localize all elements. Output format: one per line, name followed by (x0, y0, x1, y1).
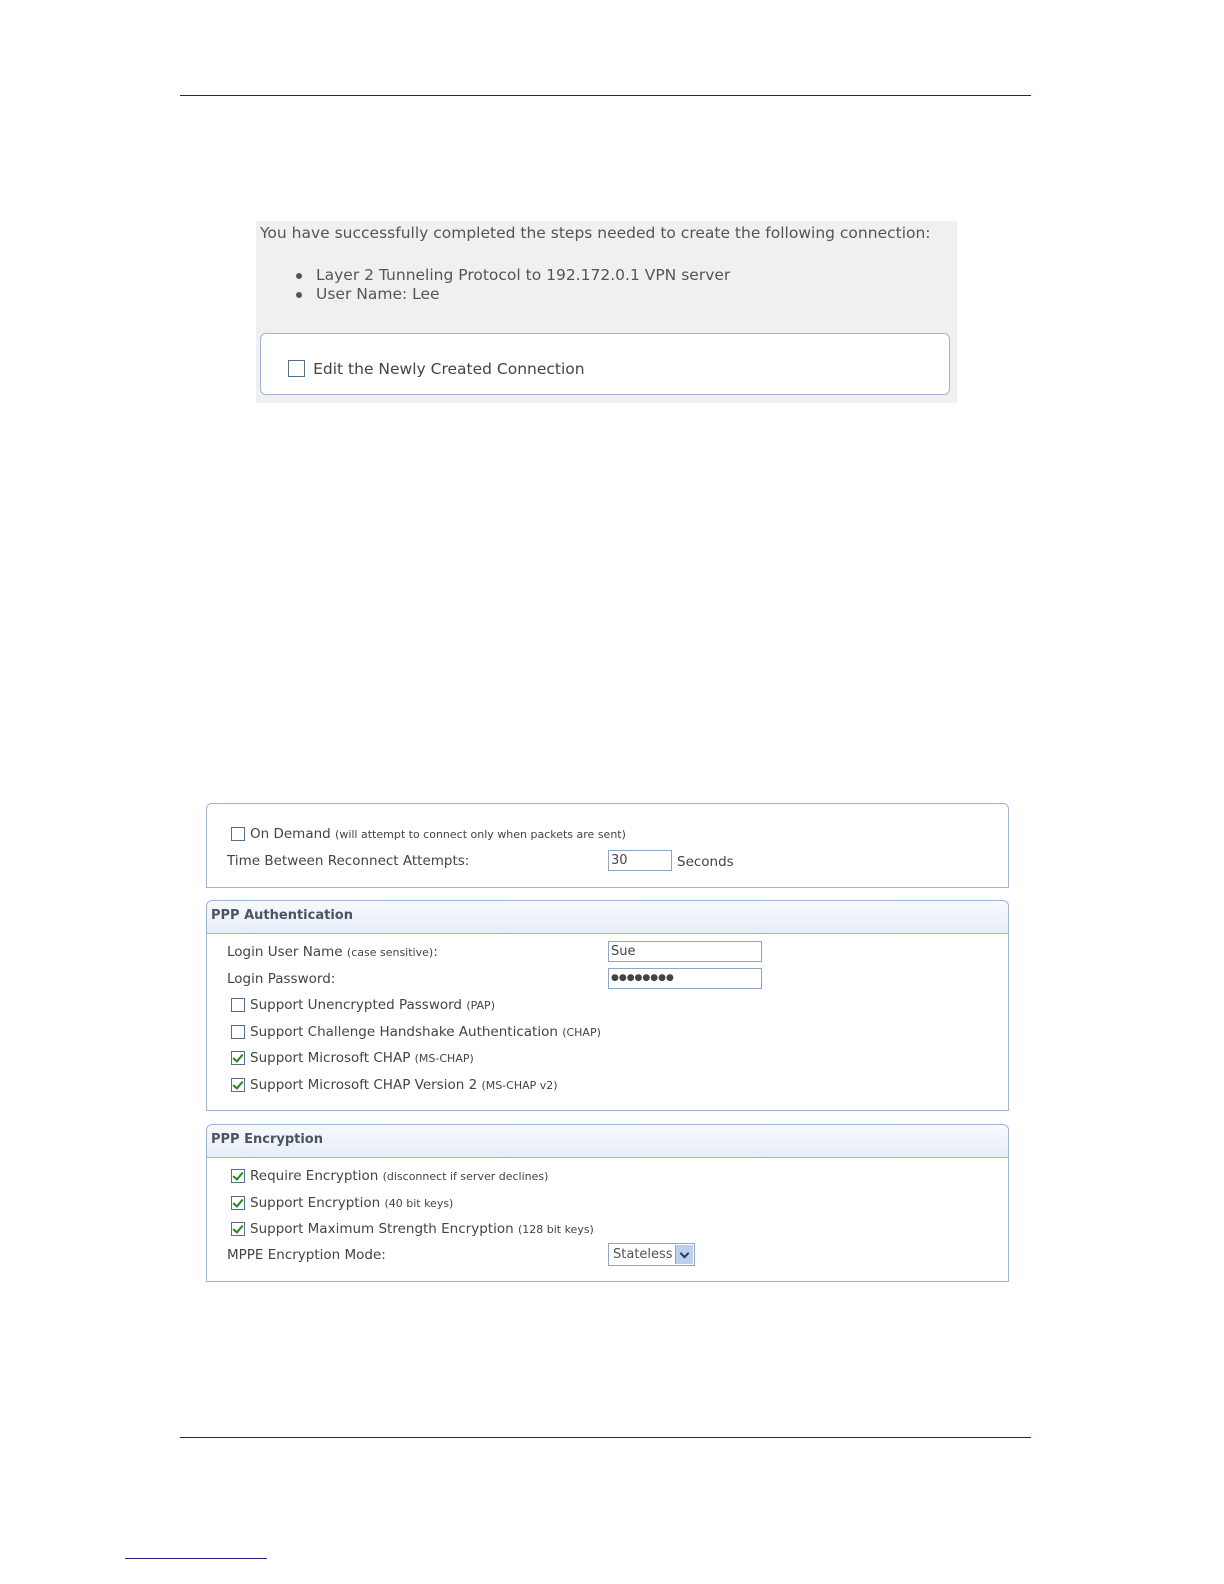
ppp-authentication-panel (206, 900, 1009, 1111)
pap-checkbox[interactable] (231, 998, 245, 1012)
max-encryption-option[interactable]: Support Maximum Strength Encryption (128 bit keys) (227, 1221, 594, 1237)
summary-item: Layer 2 Tunneling Protocol to 192.172.0.1 VPN server (296, 266, 730, 285)
mppe-mode-label: MPPE Encryption Mode: (227, 1247, 386, 1263)
login-password-input[interactable]: ●●●●●●●● (608, 968, 762, 989)
footnote-rule (125, 1558, 267, 1559)
chap-checkbox[interactable] (231, 1025, 245, 1039)
login-password-label: Login Password: (227, 971, 336, 987)
summary-item: User Name: Lee (296, 285, 730, 304)
ppp-authentication-title: PPP Authentication (207, 901, 1008, 934)
login-user-input[interactable]: Sue (608, 941, 762, 962)
support-encryption-checkbox[interactable] (231, 1196, 245, 1210)
summary-intro: You have successfully completed the steps needed to create the following connection: (260, 224, 931, 242)
reconnect-unit: Seconds (677, 854, 734, 870)
on-demand-option[interactable] (227, 826, 626, 842)
on-demand-label: On Demand (250, 826, 331, 842)
max-encryption-checkbox[interactable] (231, 1222, 245, 1236)
reconnect-label: Time Between Reconnect Attempts: (227, 853, 470, 869)
on-demand-checkbox[interactable] (231, 827, 245, 841)
support-encryption-option[interactable]: Support Encryption (40 bit keys) (227, 1195, 453, 1211)
connection-settings-panel (206, 803, 1009, 888)
edit-connection-checkbox[interactable] (288, 360, 305, 377)
chap-option[interactable]: Support Challenge Handshake Authentication (CHAP) (227, 1024, 601, 1040)
ppp-encryption-title: PPP Encryption (207, 1125, 1008, 1158)
ms-chap-v2-checkbox[interactable] (231, 1078, 245, 1092)
footer-rule (180, 1437, 1031, 1438)
header-rule (180, 95, 1031, 96)
require-encryption-option[interactable]: Require Encryption (disconnect if server declines) (227, 1168, 548, 1184)
reconnect-interval-input[interactable]: 30 (608, 850, 672, 871)
edit-connection-option[interactable] (288, 358, 585, 378)
bullet-icon (296, 273, 302, 279)
ms-chap-v2-option[interactable]: Support Microsoft CHAP Version 2 (MS-CHAP v2) (227, 1077, 558, 1093)
pap-option[interactable]: Support Unencrypted Password (PAP) (227, 997, 495, 1013)
edit-connection-label: Edit the Newly Created Connection (313, 359, 585, 378)
ppp-encryption-panel (206, 1124, 1009, 1282)
require-encryption-checkbox[interactable] (231, 1169, 245, 1183)
on-demand-note: (will attempt to connect only when packets are sent) (335, 828, 626, 841)
ms-chap-checkbox[interactable] (231, 1051, 245, 1065)
summary-list (296, 266, 730, 304)
wizard-summary-screenshot (256, 221, 957, 403)
chevron-down-icon[interactable] (675, 1245, 693, 1264)
mppe-mode-value: Stateless (613, 1247, 673, 1262)
mppe-mode-select[interactable] (608, 1243, 695, 1266)
edit-connection-box (260, 333, 950, 395)
ms-chap-option[interactable]: Support Microsoft CHAP (MS-CHAP) (227, 1050, 474, 1066)
login-user-label: Login User Name (case sensitive): (227, 944, 438, 960)
bullet-icon (296, 292, 302, 298)
